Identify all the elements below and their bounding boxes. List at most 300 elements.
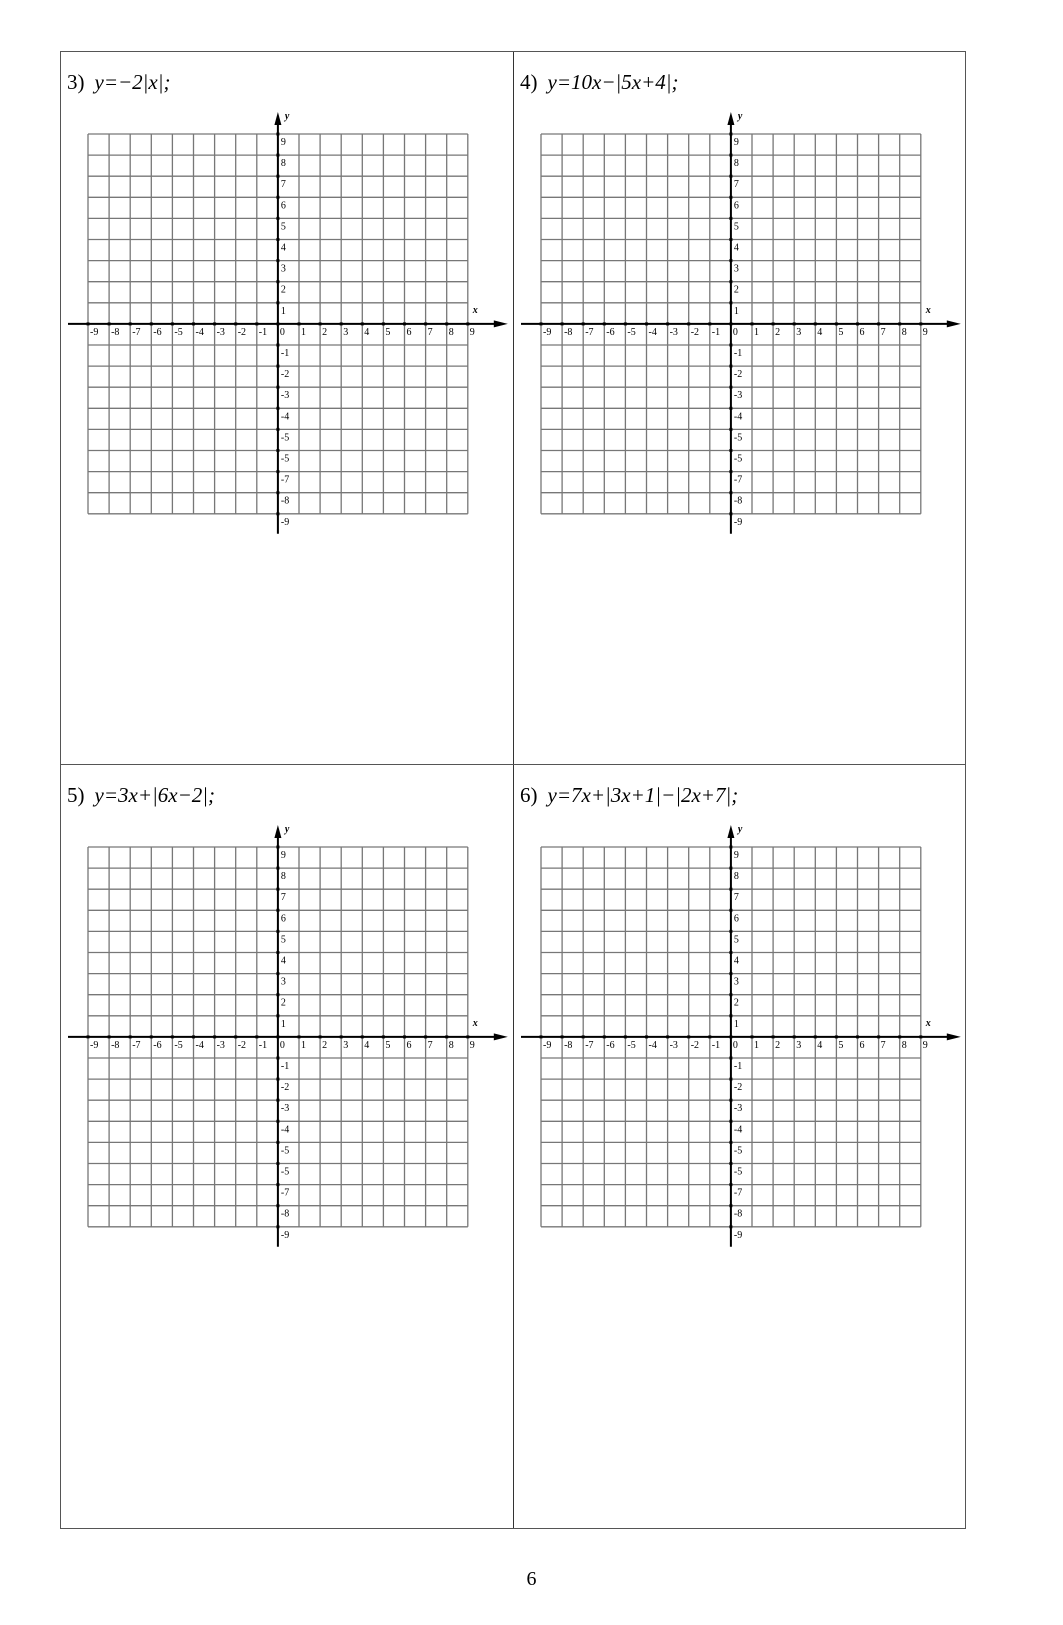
y-tick-mark xyxy=(276,512,279,515)
y-tick-mark xyxy=(729,1014,732,1017)
y-tick-mark xyxy=(276,846,279,849)
y-tick-label: -8 xyxy=(280,495,290,507)
y-tick-label: 7 xyxy=(280,179,286,191)
y-tick-mark xyxy=(729,993,732,996)
y-tick-mark xyxy=(729,846,732,849)
x-tick-mark xyxy=(540,1035,543,1038)
x-tick-label: 6 xyxy=(406,1039,412,1051)
y-tick-mark xyxy=(276,407,279,410)
y-tick-mark xyxy=(729,1057,732,1060)
x-tick-label: -6 xyxy=(606,326,615,338)
y-tick-label: -5 xyxy=(733,1145,743,1157)
y-tick-mark xyxy=(729,407,732,410)
y-tick-mark xyxy=(729,491,732,494)
y-tick-label: -2 xyxy=(280,369,290,381)
y-tick-mark xyxy=(729,365,732,368)
y-tick-label: 5 xyxy=(733,221,739,233)
y-axis-arrow-icon xyxy=(274,825,281,838)
y-tick-mark xyxy=(729,930,732,933)
y-tick-mark xyxy=(276,1014,279,1017)
x-tick-label: -5 xyxy=(174,326,183,338)
x-tick-mark xyxy=(898,322,901,325)
x-tick-mark xyxy=(150,322,153,325)
y-tick-mark xyxy=(729,386,732,389)
x-tick-mark xyxy=(814,1035,817,1038)
x-tick-mark xyxy=(403,1035,406,1038)
exercise-number: 4) xyxy=(520,70,538,94)
x-tick-label: 8 xyxy=(901,326,907,338)
x-tick-label: 2 xyxy=(775,326,781,338)
y-tick-label: -8 xyxy=(733,1208,743,1220)
x-tick-label: -3 xyxy=(216,326,225,338)
y-tick-label: -2 xyxy=(280,1082,290,1094)
y-tick-label: -5 xyxy=(280,1145,290,1157)
x-tick-label: 7 xyxy=(880,1039,886,1051)
x-tick-label: 6 xyxy=(406,326,412,338)
y-tick-mark xyxy=(729,1099,732,1102)
y-tick-mark xyxy=(276,888,279,891)
y-tick-label: -8 xyxy=(733,495,743,507)
x-tick-label: 8 xyxy=(901,1039,907,1051)
x-tick-mark xyxy=(466,1035,469,1038)
y-tick-mark xyxy=(276,259,279,262)
y-tick-mark xyxy=(276,1099,279,1102)
x-tick-mark xyxy=(582,322,585,325)
x-tick-mark xyxy=(255,1035,258,1038)
y-tick-mark xyxy=(729,259,732,262)
x-tick-mark xyxy=(772,1035,775,1038)
y-tick-mark xyxy=(276,867,279,870)
x-tick-label: 2 xyxy=(322,1039,328,1051)
x-tick-label: 3 xyxy=(343,1039,349,1051)
x-tick-mark xyxy=(108,322,111,325)
y-tick-mark xyxy=(276,1120,279,1123)
x-tick-label: -9 xyxy=(543,326,552,338)
y-tick-mark xyxy=(729,196,732,199)
x-tick-label: 5 xyxy=(838,1039,844,1051)
x-tick-label: -7 xyxy=(585,326,594,338)
y-tick-label: -9 xyxy=(280,1229,290,1241)
x-tick-label: 0 xyxy=(279,326,285,338)
exercise-equation: y=7x+|3x+1|−|2x+7|; xyxy=(547,783,739,807)
x-tick-label: -8 xyxy=(564,1039,573,1051)
y-tick-label: 2 xyxy=(280,997,286,1009)
x-tick-label: -6 xyxy=(606,1039,615,1051)
y-tick-mark xyxy=(729,280,732,283)
x-tick-label: 7 xyxy=(427,1039,433,1051)
y-tick-label: -8 xyxy=(280,1208,290,1220)
x-tick-mark xyxy=(603,1035,606,1038)
y-tick-label: 3 xyxy=(733,263,739,275)
y-tick-label: 4 xyxy=(280,955,286,967)
x-tick-mark xyxy=(319,322,322,325)
y-tick-label: -9 xyxy=(733,516,743,528)
x-axis-arrow-icon xyxy=(947,320,961,327)
y-tick-mark xyxy=(276,1141,279,1144)
y-tick-mark xyxy=(276,972,279,975)
x-axis-arrow-icon xyxy=(494,1033,508,1040)
y-tick-mark xyxy=(276,491,279,494)
x-tick-label: 1 xyxy=(301,326,306,338)
y-tick-mark xyxy=(276,470,279,473)
y-tick-mark xyxy=(276,1183,279,1186)
x-tick-label: 3 xyxy=(796,1039,802,1051)
x-tick-label: -1 xyxy=(711,1039,721,1051)
x-tick-mark xyxy=(624,322,627,325)
y-tick-label: -4 xyxy=(280,411,290,423)
y-tick-mark xyxy=(729,1141,732,1144)
y-tick-mark xyxy=(276,1162,279,1165)
y-tick-label: 6 xyxy=(280,200,286,212)
x-tick-mark xyxy=(298,322,301,325)
y-tick-label: -9 xyxy=(280,516,290,528)
x-tick-label: -2 xyxy=(690,326,700,338)
x-tick-mark xyxy=(603,322,606,325)
y-tick-mark xyxy=(276,301,279,304)
y-tick-label: -7 xyxy=(280,474,290,486)
y-tick-mark xyxy=(276,1225,279,1228)
x-tick-label: -8 xyxy=(111,326,120,338)
y-tick-label: -5 xyxy=(280,432,290,444)
x-tick-label: -8 xyxy=(564,326,573,338)
y-axis-label: y xyxy=(284,824,290,835)
x-tick-mark xyxy=(561,322,564,325)
x-tick-mark xyxy=(919,1035,922,1038)
x-tick-label: -7 xyxy=(132,326,141,338)
x-tick-label: 5 xyxy=(385,1039,391,1051)
y-tick-mark xyxy=(729,175,732,178)
panel-3 xyxy=(61,52,513,764)
y-tick-mark xyxy=(729,154,732,157)
y-tick-label: -3 xyxy=(280,1103,290,1115)
y-tick-label: -5 xyxy=(733,453,743,465)
y-tick-label: 5 xyxy=(280,221,286,233)
y-tick-mark xyxy=(729,217,732,220)
y-tick-mark xyxy=(729,301,732,304)
y-tick-mark xyxy=(729,1225,732,1228)
x-tick-label: -9 xyxy=(90,326,99,338)
x-tick-label: 4 xyxy=(364,326,370,338)
x-tick-mark xyxy=(561,1035,564,1038)
x-tick-mark xyxy=(445,322,448,325)
x-tick-label: 8 xyxy=(448,326,454,338)
x-tick-label: 9 xyxy=(469,1039,475,1051)
y-tick-mark xyxy=(729,951,732,954)
y-tick-label: 4 xyxy=(733,242,739,254)
y-tick-label: -5 xyxy=(280,453,290,465)
y-tick-mark xyxy=(276,993,279,996)
x-tick-mark xyxy=(403,322,406,325)
y-tick-mark xyxy=(276,428,279,431)
y-tick-mark xyxy=(276,280,279,283)
x-tick-mark xyxy=(171,322,174,325)
y-tick-label: -2 xyxy=(733,369,743,381)
x-tick-label: 0 xyxy=(732,1039,738,1051)
y-tick-mark xyxy=(729,428,732,431)
y-axis-arrow-icon xyxy=(727,112,734,125)
y-tick-mark xyxy=(729,512,732,515)
panel-5 xyxy=(61,765,513,1477)
x-tick-mark xyxy=(645,322,648,325)
x-tick-mark xyxy=(624,1035,627,1038)
x-tick-label: 9 xyxy=(469,326,475,338)
x-tick-mark xyxy=(793,322,796,325)
y-tick-label: -3 xyxy=(280,390,290,402)
x-tick-label: -8 xyxy=(111,1039,120,1051)
x-tick-mark xyxy=(729,1035,732,1038)
y-tick-label: 7 xyxy=(280,892,286,904)
y-tick-mark xyxy=(729,1078,732,1081)
y-tick-label: -2 xyxy=(733,1082,743,1094)
y-tick-label: 1 xyxy=(733,305,739,317)
y-tick-label: 7 xyxy=(733,892,739,904)
y-tick-label: 8 xyxy=(280,871,286,883)
x-tick-mark xyxy=(192,322,195,325)
x-tick-label: -3 xyxy=(216,1039,225,1051)
x-tick-mark xyxy=(445,1035,448,1038)
x-tick-label: 5 xyxy=(838,326,844,338)
x-axis-label: x xyxy=(472,1017,478,1029)
x-tick-label: -1 xyxy=(711,326,721,338)
y-tick-mark xyxy=(729,470,732,473)
y-tick-label: -4 xyxy=(280,1124,290,1136)
y-tick-mark xyxy=(729,888,732,891)
coordinate-grid xyxy=(61,52,513,764)
x-tick-mark xyxy=(466,322,469,325)
y-tick-label: 8 xyxy=(733,871,739,883)
x-tick-mark xyxy=(424,322,427,325)
y-tick-label: 9 xyxy=(280,137,286,148)
y-tick-mark xyxy=(276,449,279,452)
x-tick-mark xyxy=(361,1035,364,1038)
y-tick-label: 5 xyxy=(280,934,286,946)
x-tick-mark xyxy=(793,1035,796,1038)
x-tick-mark xyxy=(213,322,216,325)
x-tick-mark xyxy=(382,1035,385,1038)
y-tick-mark xyxy=(729,1183,732,1186)
y-tick-label: -5 xyxy=(280,1166,290,1178)
y-axis-label: y xyxy=(737,111,743,122)
x-tick-label: 2 xyxy=(322,326,328,338)
x-tick-label: -6 xyxy=(153,326,162,338)
x-tick-label: -5 xyxy=(627,1039,636,1051)
y-tick-mark xyxy=(276,133,279,136)
y-tick-label: -4 xyxy=(733,1124,743,1136)
y-tick-mark xyxy=(729,909,732,912)
y-tick-mark xyxy=(729,238,732,241)
x-tick-label: -6 xyxy=(153,1039,162,1051)
y-tick-label: -5 xyxy=(733,1166,743,1178)
y-tick-label: 1 xyxy=(280,1018,286,1030)
x-tick-mark xyxy=(361,322,364,325)
y-tick-mark xyxy=(276,344,279,347)
y-tick-label: 9 xyxy=(733,850,739,861)
y-tick-label: -9 xyxy=(733,1229,743,1241)
x-tick-mark xyxy=(751,322,754,325)
x-tick-label: -1 xyxy=(258,1039,268,1051)
y-tick-mark xyxy=(729,972,732,975)
x-tick-label: -2 xyxy=(237,326,247,338)
x-tick-label: -4 xyxy=(648,326,657,338)
y-tick-label: -4 xyxy=(733,411,743,423)
y-tick-label: -7 xyxy=(733,1187,743,1199)
y-tick-mark xyxy=(276,238,279,241)
x-tick-mark xyxy=(898,1035,901,1038)
page-number: 6 xyxy=(526,1568,537,1590)
x-tick-label: 4 xyxy=(364,1039,370,1051)
y-tick-mark xyxy=(276,909,279,912)
y-tick-label: 4 xyxy=(280,242,286,254)
x-tick-label: -9 xyxy=(543,1039,552,1051)
x-tick-mark xyxy=(382,322,385,325)
y-tick-label: 2 xyxy=(733,284,739,296)
y-tick-mark xyxy=(729,867,732,870)
y-tick-label: 6 xyxy=(280,913,286,925)
x-tick-label: -7 xyxy=(585,1039,594,1051)
x-tick-mark xyxy=(772,322,775,325)
x-tick-label: -1 xyxy=(258,326,268,338)
y-tick-label: 9 xyxy=(280,850,286,861)
x-tick-mark xyxy=(835,1035,838,1038)
y-axis-arrow-icon xyxy=(274,112,281,125)
y-tick-label: -1 xyxy=(280,348,290,359)
x-tick-label: 9 xyxy=(922,1039,928,1051)
coordinate-grid xyxy=(514,765,966,1477)
x-tick-label: 9 xyxy=(922,326,928,338)
x-tick-label: 6 xyxy=(859,1039,865,1051)
y-axis-label: y xyxy=(737,824,743,835)
exercise-equation: y=−2|x|; xyxy=(94,70,171,94)
exercise-equation: y=10x−|5x+4|; xyxy=(547,70,679,94)
x-tick-mark xyxy=(877,1035,880,1038)
x-tick-mark xyxy=(919,322,922,325)
x-tick-label: -4 xyxy=(195,326,204,338)
x-axis-arrow-icon xyxy=(947,1033,961,1040)
x-tick-label: 0 xyxy=(732,326,738,338)
x-tick-mark xyxy=(856,322,859,325)
x-tick-mark xyxy=(192,1035,195,1038)
y-tick-label: 7 xyxy=(733,179,739,191)
x-tick-mark xyxy=(129,322,132,325)
x-tick-label: -4 xyxy=(648,1039,657,1051)
x-tick-mark xyxy=(729,322,732,325)
x-tick-label: 5 xyxy=(385,326,391,338)
x-tick-mark xyxy=(751,1035,754,1038)
y-tick-mark xyxy=(276,154,279,157)
x-tick-label: -2 xyxy=(690,1039,700,1051)
x-tick-mark xyxy=(814,322,817,325)
x-tick-mark xyxy=(298,1035,301,1038)
x-tick-label: -2 xyxy=(237,1039,247,1051)
x-tick-mark xyxy=(856,1035,859,1038)
y-tick-mark xyxy=(276,1078,279,1081)
x-tick-label: 4 xyxy=(817,1039,823,1051)
y-tick-label: 2 xyxy=(733,997,739,1009)
x-tick-label: -5 xyxy=(627,326,636,338)
x-tick-label: 1 xyxy=(754,1039,759,1051)
y-tick-label: -7 xyxy=(733,474,743,486)
x-tick-mark xyxy=(87,322,90,325)
y-tick-label: 8 xyxy=(280,158,286,170)
x-tick-mark xyxy=(687,322,690,325)
x-tick-mark xyxy=(129,1035,132,1038)
x-tick-mark xyxy=(171,1035,174,1038)
x-tick-label: 6 xyxy=(859,326,865,338)
exercise-number: 3) xyxy=(67,70,85,94)
exercise-equation: y=3x+|6x−2|; xyxy=(94,783,216,807)
x-axis-label: x xyxy=(925,1017,931,1029)
y-tick-label: -1 xyxy=(733,348,743,359)
y-tick-label: 5 xyxy=(733,934,739,946)
x-tick-mark xyxy=(213,1035,216,1038)
x-tick-mark xyxy=(540,322,543,325)
y-tick-label: -5 xyxy=(733,432,743,444)
panel-4 xyxy=(514,52,966,764)
y-tick-label: -3 xyxy=(733,1103,743,1115)
y-tick-mark xyxy=(276,930,279,933)
x-axis-label: x xyxy=(472,304,478,316)
y-tick-label: 2 xyxy=(280,284,286,296)
x-tick-mark xyxy=(87,1035,90,1038)
y-tick-mark xyxy=(276,175,279,178)
y-tick-mark xyxy=(276,1057,279,1060)
y-tick-mark xyxy=(729,1120,732,1123)
x-tick-label: -9 xyxy=(90,1039,99,1051)
y-tick-mark xyxy=(729,1204,732,1207)
x-tick-mark xyxy=(666,1035,669,1038)
x-tick-mark xyxy=(877,322,880,325)
x-tick-mark xyxy=(645,1035,648,1038)
y-tick-label: 1 xyxy=(733,1018,739,1030)
x-axis-arrow-icon xyxy=(494,320,508,327)
x-axis-label: x xyxy=(925,304,931,316)
x-tick-mark xyxy=(424,1035,427,1038)
y-tick-label: -1 xyxy=(733,1061,743,1072)
y-axis-arrow-icon xyxy=(727,825,734,838)
x-tick-label: 0 xyxy=(279,1039,285,1051)
y-tick-mark xyxy=(729,133,732,136)
panel-6 xyxy=(514,765,966,1477)
x-tick-label: -3 xyxy=(669,326,678,338)
x-tick-mark xyxy=(340,1035,343,1038)
x-tick-label: 1 xyxy=(754,326,759,338)
x-tick-label: -3 xyxy=(669,1039,678,1051)
x-tick-mark xyxy=(255,322,258,325)
y-tick-label: 1 xyxy=(280,305,286,317)
x-tick-label: -5 xyxy=(174,1039,183,1051)
x-tick-label: 7 xyxy=(427,326,433,338)
x-tick-mark xyxy=(666,322,669,325)
exercise-number: 6) xyxy=(520,783,538,807)
y-tick-mark xyxy=(729,449,732,452)
y-tick-mark xyxy=(276,217,279,220)
x-tick-label: -7 xyxy=(132,1039,141,1051)
x-tick-mark xyxy=(234,1035,237,1038)
x-tick-mark xyxy=(150,1035,153,1038)
y-tick-label: 6 xyxy=(733,913,739,925)
coordinate-grid xyxy=(61,765,513,1477)
x-tick-label: 1 xyxy=(301,1039,306,1051)
x-tick-mark xyxy=(835,322,838,325)
x-tick-label: 7 xyxy=(880,326,886,338)
y-tick-mark xyxy=(276,1204,279,1207)
coordinate-grid xyxy=(514,52,966,764)
x-tick-label: 4 xyxy=(817,326,823,338)
y-tick-label: 9 xyxy=(733,137,739,148)
y-tick-mark xyxy=(276,365,279,368)
y-tick-mark xyxy=(729,1162,732,1165)
exercise-number: 5) xyxy=(67,783,85,807)
